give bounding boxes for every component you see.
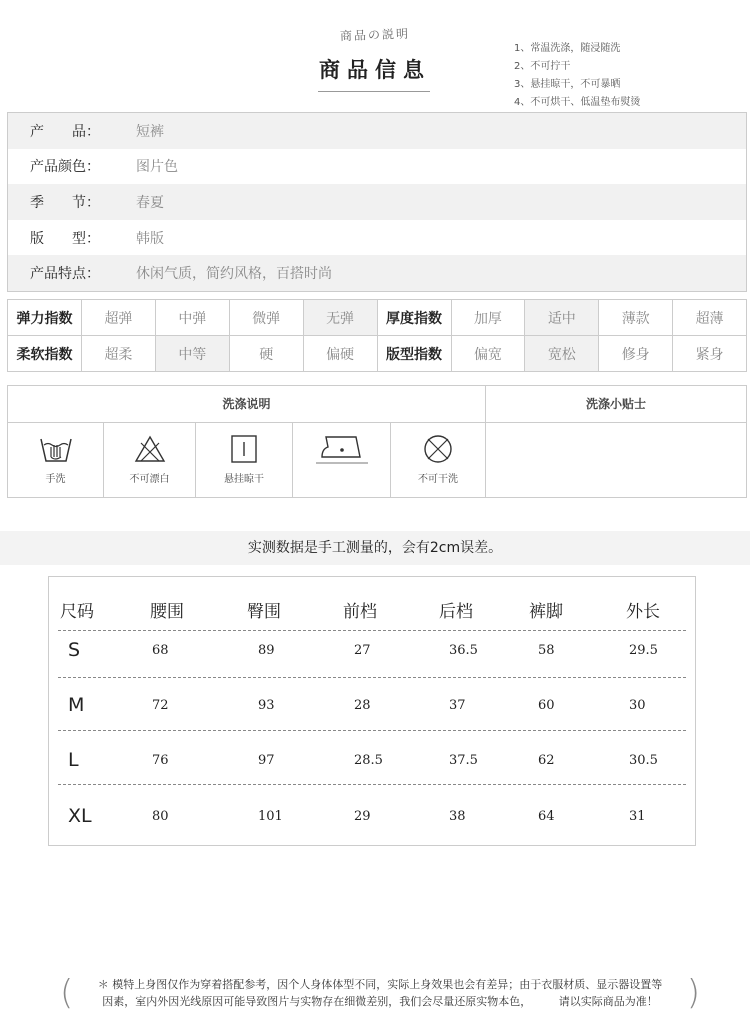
size-table — [48, 576, 696, 846]
title-underline — [318, 91, 430, 92]
left-bracket: ( — [60, 973, 74, 1013]
header-cell: 腰围 — [150, 602, 184, 622]
wash-tips-title: 洗涤小贴士 — [486, 386, 746, 423]
table-cell: 28.5 — [354, 753, 383, 768]
header-cell: 裤脚 — [529, 602, 563, 622]
header-cell: 臀围 — [247, 602, 281, 622]
wash-tip: 1、常温洗涤，随浸随洗 — [514, 43, 621, 54]
hand-wash-icon — [39, 433, 73, 465]
index-option: 偏宽 — [451, 336, 525, 372]
table-cell: 38 — [449, 809, 466, 824]
no-bleach-icon — [133, 433, 167, 465]
index-option: 超弹 — [82, 300, 156, 336]
info-row-product — [8, 113, 746, 149]
table-cell: 97 — [258, 753, 275, 768]
measurement-note: 实测数据是手工测量的，会有2cm误差。 — [0, 531, 750, 565]
index-option: 微弹 — [229, 300, 303, 336]
index-row — [8, 300, 747, 336]
row-divider — [58, 677, 686, 678]
table-cell: 28 — [354, 698, 371, 713]
table-cell: 80 — [152, 809, 169, 824]
disclaimer-text — [80, 976, 680, 1010]
table-cell: 31 — [629, 809, 646, 824]
info-value: 休闲气质，简约风格，百搭时尚 — [136, 266, 332, 283]
table-cell: 76 — [152, 753, 169, 768]
table-cell: 30.5 — [629, 753, 658, 768]
wash-instructions — [7, 385, 747, 498]
row-divider — [58, 784, 686, 785]
info-row-season — [8, 184, 746, 220]
table-cell: 62 — [538, 753, 555, 768]
fit-label: 版型指数 — [377, 336, 451, 372]
table-cell: 36.5 — [449, 643, 478, 658]
index-grid — [7, 299, 747, 372]
table-cell: 68 — [152, 643, 169, 658]
index-option: 中弹 — [155, 300, 229, 336]
info-value: 短裤 — [136, 123, 164, 140]
wash-item — [104, 423, 196, 498]
disclaimer — [60, 974, 700, 1014]
info-key: 季 节： — [30, 194, 100, 211]
info-key: 产 品： — [30, 123, 100, 140]
product-info-table — [7, 112, 747, 292]
table-cell: 29 — [354, 809, 371, 824]
info-value: 韩版 — [136, 230, 164, 247]
index-row — [8, 336, 747, 372]
softness-label: 柔软指数 — [8, 336, 82, 372]
table-cell: 60 — [538, 698, 555, 713]
header-cell: 前档 — [343, 602, 377, 622]
index-option-selected: 中等 — [155, 336, 229, 372]
size-cell: M — [68, 694, 85, 716]
info-row-fit — [8, 220, 746, 256]
row-divider — [58, 630, 686, 631]
header-cell: 外长 — [626, 602, 660, 622]
table-cell: 37 — [449, 698, 466, 713]
wash-tip: 4、不可烘干、低温垫布熨烫 — [514, 97, 641, 108]
table-cell: 30 — [629, 698, 646, 713]
info-value: 图片色 — [136, 159, 178, 176]
index-option-selected: 无弹 — [303, 300, 377, 336]
section-subtitle: 商品の説明 — [339, 26, 411, 44]
index-option: 薄款 — [599, 300, 673, 336]
table-cell: 101 — [258, 809, 283, 824]
info-key: 产品特点： — [30, 266, 100, 283]
table-cell: 89 — [258, 643, 275, 658]
table-cell: 29.5 — [629, 643, 658, 658]
wash-tips-list — [514, 40, 640, 112]
index-option: 修身 — [599, 336, 673, 372]
wash-tip: 3、悬挂晾干，不可暴晒 — [514, 79, 621, 90]
wash-caption: 不可漂白 — [129, 474, 170, 485]
table-cell: 72 — [152, 698, 169, 713]
wash-title: 洗涤说明 — [8, 386, 486, 423]
size-cell: XL — [68, 805, 92, 827]
table-cell: 64 — [538, 809, 555, 824]
size-cell: S — [68, 639, 81, 661]
size-cell: L — [68, 749, 79, 771]
right-bracket: ) — [686, 973, 700, 1013]
disclaimer-line: ＊ 模特上身图仅作为穿着搭配参考，因个人身体体型不同，实际上身效果也会有差异；由于衣服材质、显示器设置等 — [97, 978, 663, 991]
low-iron-icon — [312, 433, 372, 465]
section-title: 商品信息 — [319, 58, 431, 82]
header-cell: 尺码 — [60, 602, 94, 622]
index-option: 超柔 — [82, 336, 156, 372]
index-option-selected: 适中 — [525, 300, 599, 336]
no-tumble-dry-icon — [421, 433, 455, 465]
info-row-color — [8, 149, 746, 185]
table-cell: 58 — [538, 643, 555, 658]
wash-caption: 不可干洗 — [418, 474, 458, 485]
info-key: 版 型： — [30, 230, 100, 247]
wash-caption: 悬挂晾干 — [224, 474, 264, 485]
wash-item — [293, 423, 391, 498]
wash-item — [196, 423, 293, 498]
index-option: 偏硬 — [303, 336, 377, 372]
table-cell: 37.5 — [449, 753, 478, 768]
table-cell: 93 — [258, 698, 275, 713]
wash-item — [391, 423, 486, 498]
wash-item — [8, 423, 104, 498]
size-table-header — [58, 597, 686, 625]
index-option-selected: 宽松 — [525, 336, 599, 372]
wash-caption: 手洗 — [45, 474, 66, 485]
thickness-label: 厚度指数 — [377, 300, 451, 336]
info-value: 春夏 — [136, 194, 164, 211]
disclaimer-line: 因素，室内外因光线原因可能导致图片与实物存在细微差别，我们会尽量还原实物本色， 请以实际商品为准！ — [102, 995, 658, 1008]
index-option: 超薄 — [673, 300, 747, 336]
header-cell: 后档 — [439, 602, 473, 622]
row-divider — [58, 730, 686, 731]
index-option: 紧身 — [673, 336, 747, 372]
hang-dry-icon — [227, 433, 261, 465]
elasticity-label: 弹力指数 — [8, 300, 82, 336]
index-option: 硬 — [229, 336, 303, 372]
wash-tip: 2、不可拧干 — [514, 61, 571, 72]
info-key: 产品颜色： — [30, 159, 100, 176]
table-cell: 27 — [354, 643, 371, 658]
info-row-features — [8, 255, 746, 291]
index-option: 加厚 — [451, 300, 525, 336]
